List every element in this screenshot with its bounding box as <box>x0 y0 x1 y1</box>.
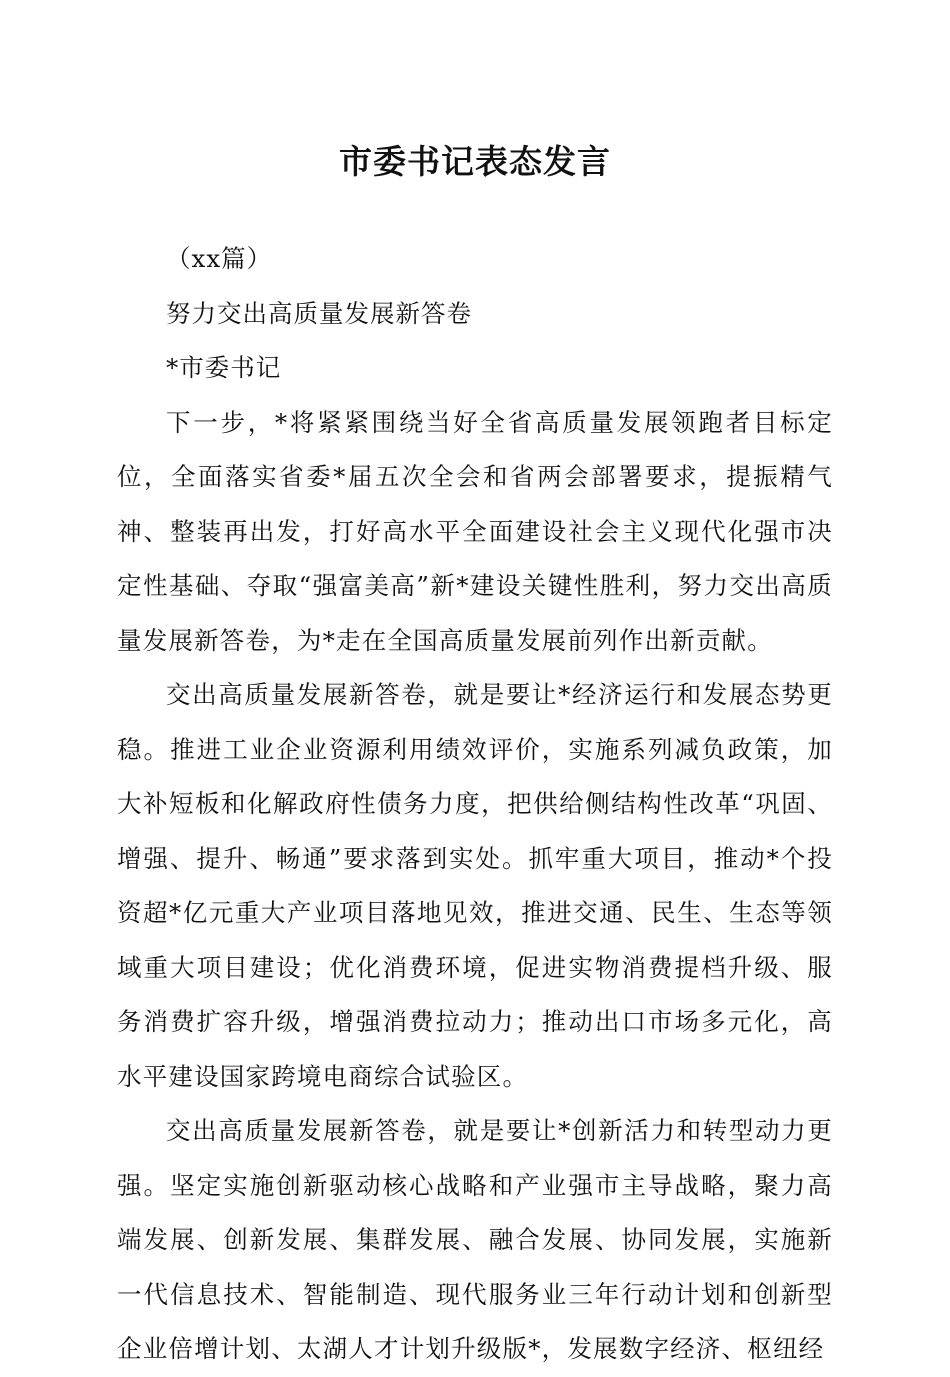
speaker-line: *市委书记 <box>166 353 282 382</box>
body-paragraph: 交出高质量发展新答卷，就是要让*创新活力和转型动力更强。坚定实施创新驱动核心战略和产业强市主导战略，聚力高端发展、创新发展、集群发展、融合发展、协同发展，实施新一代信息技术、智能制造、现代服务业三年行动计划和创新型企业倍增计划、太湖人才计划升级版*，发展数字经济、枢纽经 <box>117 1116 833 1363</box>
section-tag: （xx篇） <box>166 244 273 273</box>
speech-subtitle: 努力交出高质量发展新答卷 <box>166 298 472 328</box>
document-body <box>117 232 833 1377</box>
body-paragraph: 下一步，*将紧紧围绕当好全省高质量发展领跑者目标定位，全面落实省委*届五次全会和省两会部署要求，提振精气神、整装再出发，打好高水平全面建设社会主义现代化强市决定性基础、夺取“强富美高”新*建设关键性胜利，努力交出高质量发展新答卷，为*走在全国高质量发展前列作出新贡献。 <box>117 407 833 655</box>
body-paragraph: 交出高质量发展新答卷，就是要让*经济运行和发展态势更稳。推进工业企业资源利用绩效评价，实施系列减负政策，加大补短板和化解政府性债务力度，把供给侧结构性改革“巩固、增强、提升、畅通”要求落到实处。抓牢重大项目，推动*个投资超*亿元重大产业项目落地见效，推进交通、民生、生态等领域重大项目建设；优化消费环境，促进实物消费提档升级、服务消费扩容升级，增强消费拉动力；推动出口市场多元化，高水平建设国家跨境电商综合试验区。 <box>117 680 833 1091</box>
document-title: 市委书记表态发言 <box>339 142 611 181</box>
